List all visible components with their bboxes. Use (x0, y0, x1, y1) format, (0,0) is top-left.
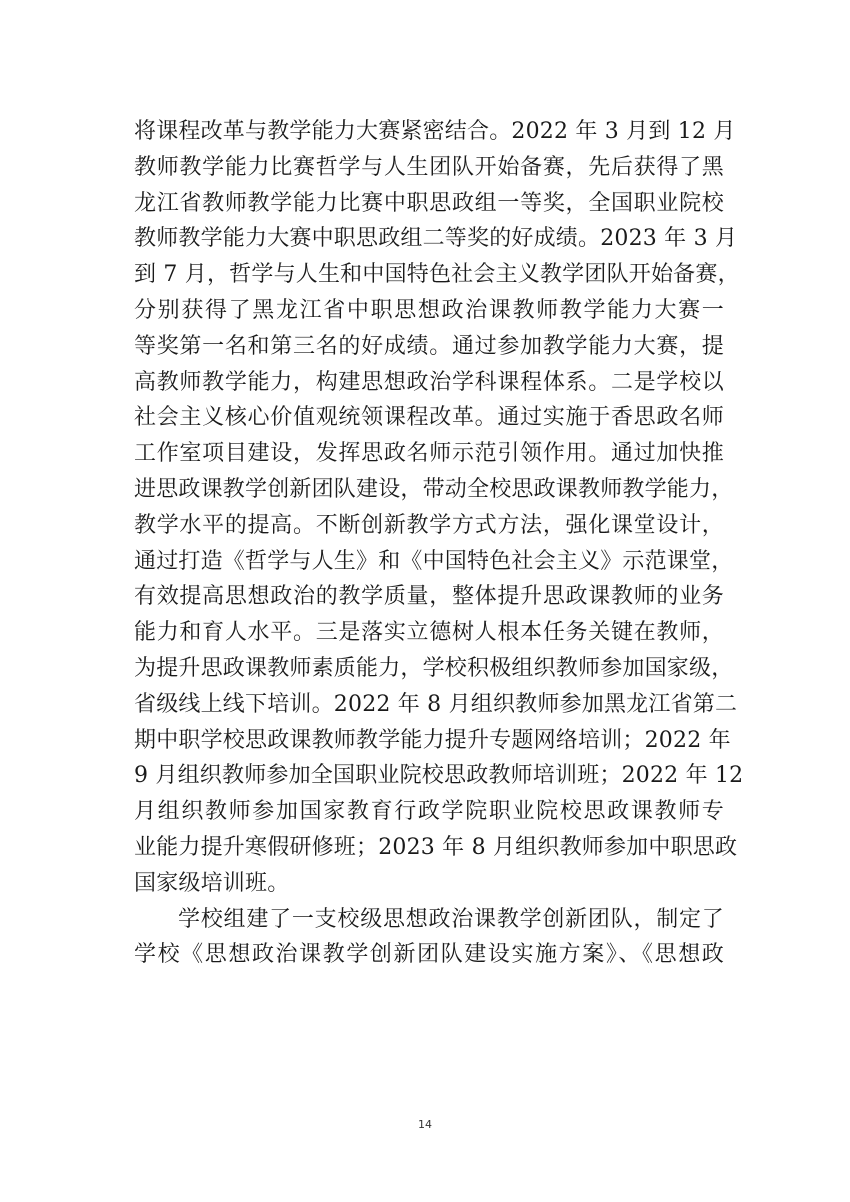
text-line: 进思政课教学创新团队建设，带动全校思政课教师教学能力， (134, 476, 734, 502)
text-line: 分别获得了黑龙江省中职思想政治课教师教学能力大赛一 (134, 297, 724, 323)
text-line: 业能力提升寒假研修班；2023 年 8 月组织教师参加中职思政 (134, 834, 738, 860)
text-line: 通过打造《哲学与人生》和《中国特色社会主义》示范课堂， (134, 548, 734, 574)
text-line: 有效提高思想政治的教学质量，整体提升思政课教师的业务 (134, 584, 724, 610)
text-line: 教学水平的提高。不断创新教学方式方法，强化课堂设计， (134, 512, 724, 538)
text-line: 社会主义核心价值观统领课程改革。通过实施于香思政名师 (134, 405, 724, 431)
text-line: 期中职学校思政课教师教学能力提升专题网络培训；2022 年 (134, 727, 731, 753)
text-line: 能力和育人水平。三是落实立德树人根本任务关键在教师， (134, 620, 724, 646)
text-line: 到 7 月，哲学与人生和中国特色社会主义教学团队开始备赛， (134, 262, 740, 288)
text-line: 教师教学能力比赛哲学与人生团队开始备赛，先后获得了黑 (134, 154, 724, 180)
text-line: 9 月组织教师参加全国职业院校思政教师培训班；2022 年 12 (134, 763, 744, 789)
text-line: 为提升思政课教师素质能力，学校积极组织教师参加国家级， (134, 655, 734, 681)
text-line: 月组织教师参加国家教育行政学院职业院校思政课教师专 (134, 799, 724, 825)
body-text (134, 114, 744, 973)
text-line: 省级线上线下培训。2022 年 8 月组织教师参加黑龙江省第二 (134, 691, 738, 717)
text-line: 学校组建了一支校级思想政治课教学创新团队，制定了 (178, 906, 724, 932)
text-line: 将课程改革与教学能力大赛紧密结合。2022 年 3 月到 12 月 (134, 119, 736, 144)
text-line: 高教师教学能力，构建思想政治学科课程体系。二是学校以 (134, 369, 724, 395)
text-line: 教师教学能力大赛中职思政组二等奖的好成绩。2023 年 3 月 (134, 226, 738, 252)
text-line: 国家级培训班。 (134, 870, 290, 896)
text-line: 龙江省教师教学能力比赛中职思政组一等奖，全国职业院校 (134, 190, 724, 216)
text-line: 等奖第一名和第三名的好成绩。通过参加教学能力大赛，提 (134, 333, 724, 359)
text-line: 工作室项目建设，发挥思政名师示范引领作用。通过加快推 (134, 441, 724, 467)
text-line: 学校《思想政治课教学创新团队建设实施方案》、《思想政 (134, 942, 724, 968)
page-number: 14 (418, 1118, 432, 1131)
